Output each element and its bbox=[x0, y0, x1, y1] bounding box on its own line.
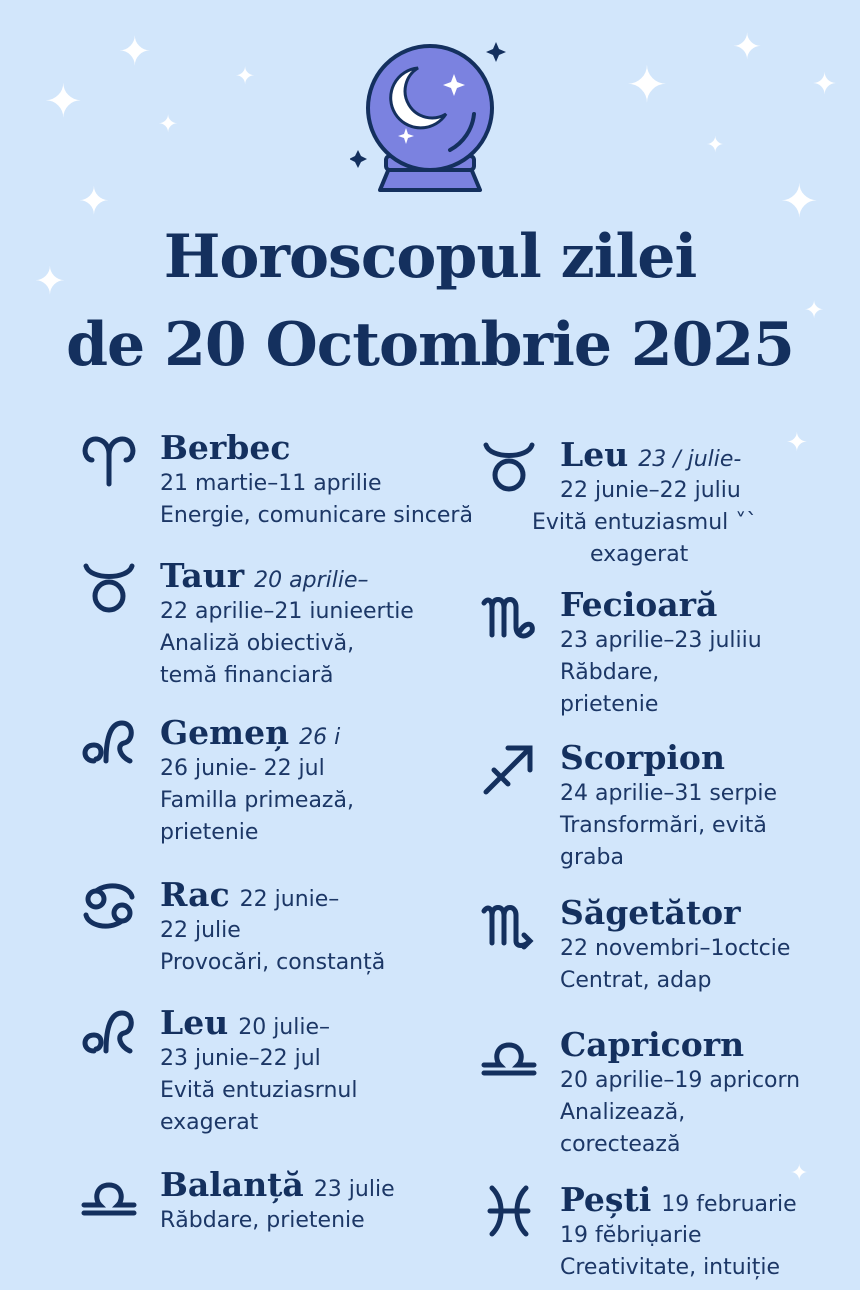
gemini-icon bbox=[80, 715, 138, 773]
sparkle-icon: ✦ bbox=[780, 174, 819, 228]
sign-text: prietenie bbox=[560, 692, 659, 717]
sign-card-capricorn bbox=[560, 1025, 860, 1161]
sign-text: Provocări, constanță bbox=[160, 950, 386, 975]
sign-dates: 23 junie–22 jul bbox=[160, 1046, 321, 1071]
sign-dates: 26 junie- 22 jul bbox=[160, 756, 325, 781]
sparkle-icon: ✦ bbox=[786, 428, 808, 458]
sparkle-icon: ✦ bbox=[78, 179, 110, 223]
sign-dates-inline: 23 / julie- bbox=[638, 447, 742, 472]
taurus-icon bbox=[480, 437, 538, 495]
sign-name: Rac bbox=[160, 875, 230, 914]
sign-card-pesti bbox=[560, 1180, 860, 1284]
sign-name: Scorpion bbox=[560, 738, 725, 777]
sparkle-icon: ✦ bbox=[804, 296, 825, 324]
sign-text: Răbdare, prietenie bbox=[160, 1208, 365, 1233]
sign-dates-inline: 19 februarie bbox=[661, 1192, 797, 1217]
sign-card-sagetator bbox=[560, 893, 860, 997]
sparkle-icon: ✦ bbox=[732, 27, 763, 68]
sparkle-icon: ✦ bbox=[158, 110, 179, 138]
sparkle-icon: ✦ bbox=[790, 1161, 809, 1186]
sparkle-icon: ✦ bbox=[812, 67, 838, 102]
pisces-icon bbox=[480, 1182, 538, 1240]
sign-dates-inline: 26 i bbox=[299, 725, 341, 750]
sign-dates: 22 aprilie–21 iunieertie bbox=[160, 599, 414, 624]
sign-text: exagerat bbox=[590, 542, 689, 567]
sign-name: Fecioară bbox=[560, 585, 718, 624]
sign-text: prietenie bbox=[160, 820, 259, 845]
crystal-ball-moon-icon bbox=[350, 38, 510, 198]
sign-dates: 22 junie–22 juliu bbox=[560, 478, 741, 503]
sign-card-rac bbox=[160, 875, 520, 979]
sign-dates: 20 aprilie–19 apricorn bbox=[560, 1068, 801, 1093]
sign-text: Răbdare, bbox=[560, 660, 660, 685]
sign-text: Transformări, evită bbox=[560, 813, 767, 838]
libra-icon bbox=[80, 1167, 138, 1225]
sign-text: Analizează, bbox=[560, 1100, 686, 1125]
sign-text: Centrat, adap bbox=[560, 968, 712, 993]
sign-name: Berbec bbox=[160, 428, 291, 467]
sign-text: temă financiară bbox=[160, 663, 334, 688]
sign-dates: 24 aprilie–31 serpie bbox=[560, 781, 777, 806]
libra-icon bbox=[480, 1027, 538, 1085]
sign-name: Balanță bbox=[160, 1165, 304, 1204]
sagittarius-icon bbox=[480, 740, 538, 798]
sign-card-leu-right bbox=[532, 435, 860, 571]
sign-text: Evită entuziasmul ˅` bbox=[532, 510, 758, 535]
sign-name: Capricorn bbox=[560, 1025, 745, 1064]
page-subtitle: de 20 Octombrie 2025 bbox=[66, 310, 794, 380]
sign-name: Pești bbox=[560, 1180, 652, 1219]
sign-dates-inline: 22 junie– bbox=[239, 887, 340, 912]
sign-name: Taur bbox=[160, 556, 245, 595]
sign-text: Creativitate, intuiție bbox=[560, 1255, 781, 1280]
taurus-icon bbox=[80, 558, 138, 616]
scorpio-icon bbox=[480, 895, 538, 953]
sign-dates: 19 fĕbriụarie bbox=[560, 1223, 702, 1248]
aries-icon bbox=[80, 430, 138, 488]
sign-text: graba bbox=[560, 845, 624, 870]
sign-text: Evită entuziasrnul bbox=[160, 1078, 358, 1103]
sparkle-icon: ✦ bbox=[34, 259, 66, 303]
sign-dates-inline: 23 julie bbox=[313, 1177, 395, 1202]
sign-card-scorpion bbox=[560, 738, 860, 874]
sign-name: Gemeņ bbox=[160, 713, 290, 752]
sign-card-balanta bbox=[160, 1165, 520, 1237]
sign-dates-inline: 20 julie– bbox=[238, 1015, 331, 1040]
virgo-icon bbox=[480, 587, 538, 645]
sign-card-fecioara bbox=[560, 585, 860, 721]
sign-card-gemeni bbox=[160, 713, 520, 849]
sign-dates: 22 julie bbox=[160, 918, 241, 943]
sign-card-berbec bbox=[160, 428, 520, 532]
sign-name: Leu bbox=[560, 435, 629, 474]
sparkle-icon: ✦ bbox=[44, 74, 83, 128]
cancer-icon bbox=[80, 877, 138, 935]
sign-text: exagerat bbox=[160, 1110, 259, 1135]
sign-text: Energie, comunicare sinceră bbox=[160, 503, 473, 528]
sign-name: Săgetător bbox=[560, 893, 741, 932]
sparkle-icon: ✦ bbox=[706, 133, 725, 158]
sign-name: Leu bbox=[160, 1003, 229, 1042]
sign-text: corectează bbox=[560, 1132, 681, 1157]
sparkle-icon: ✦ bbox=[235, 62, 256, 90]
sign-dates-inline: 20 aprilie– bbox=[254, 568, 369, 593]
sign-dates: 22 novembri–1octcie bbox=[560, 936, 791, 961]
page-title: Horoscopul zilei bbox=[163, 222, 697, 292]
leo-icon bbox=[80, 1005, 138, 1063]
sign-dates: 23 aprilie–23 juliiu bbox=[560, 628, 762, 653]
sparkle-icon: ✦ bbox=[118, 29, 152, 75]
sign-card-taur bbox=[160, 556, 520, 692]
sparkle-icon: ✦ bbox=[626, 56, 668, 114]
sign-dates: 21 martie–11 aprilie bbox=[160, 471, 382, 496]
sign-text: Analiză obiectivă, bbox=[160, 631, 355, 656]
sign-card-leu bbox=[160, 1003, 520, 1139]
sign-text: Familla primează, bbox=[160, 788, 354, 813]
